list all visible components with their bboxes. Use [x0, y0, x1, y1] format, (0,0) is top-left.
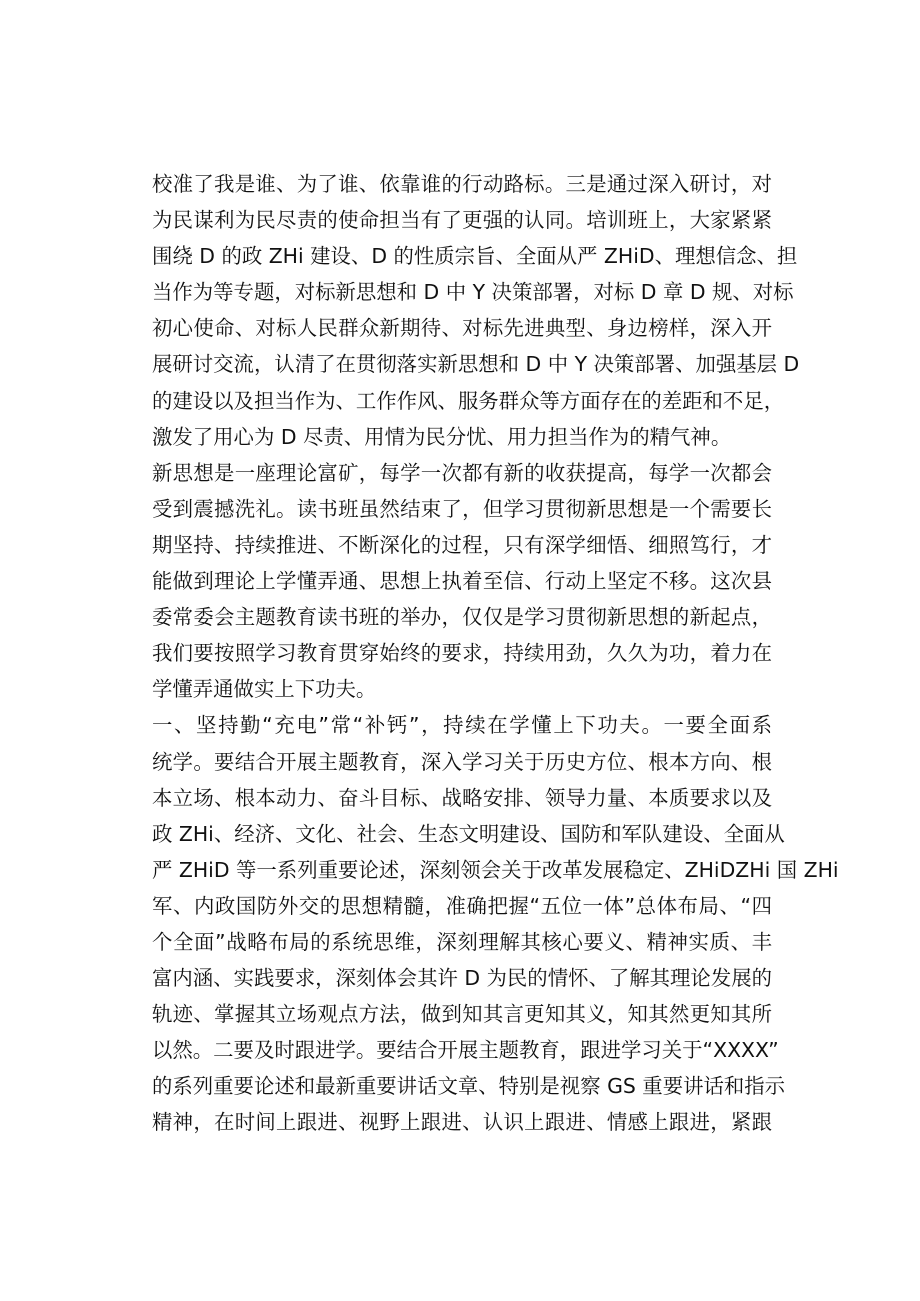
text-line: 富内涵、实践要求，深刻体会其许 D 为民的情怀、了解其理论发展的 — [152, 966, 772, 991]
text-line: 军、内政国防外交的思想精髓，准确把握“五位一体”总体布局、“四 — [152, 893, 772, 918]
body-text — [152, 166, 839, 1141]
text-line: 当作为等专题，对标新思想和 D 中 Y 决策部署，对标 D 章 D 规、对标 — [152, 280, 794, 305]
text-line: 围绕 D 的政 ZHi 建设、D 的性质宗旨、全面从严 ZHiD、理想信念、担 — [152, 244, 798, 269]
text-line: 一、坚持勤“充电”常“补钙”，持续在学懂上下功夫。一要全面系 — [152, 713, 772, 738]
text-line: 以然。二要及时跟进学。要结合开展主题教育，跟进学习关于“XXXX” — [152, 1038, 779, 1063]
text-line: 我们要按照学习教育贯穿始终的要求，持续用劲，久久为功，着力在 — [152, 641, 772, 666]
text-line: 初心使命、对标人民群众新期待、对标先进典型、身边榜样，深入开 — [152, 316, 772, 341]
text-line: 期坚持、持续推进、不断深化的过程，只有深学细悟、细照笃行，才 — [152, 532, 772, 557]
text-line: 校准了我是谁、为了谁、依靠谁的行动路标。三是通过深入研讨，对 — [152, 172, 772, 196]
text-line: 委常委会主题教育读书班的举办，仅仅是学习贯彻新思想的新起点， — [152, 605, 772, 630]
text-line: 精神，在时间上跟进、视野上跟进、认识上跟进、情感上跟进，紧跟 — [152, 1110, 772, 1135]
text-line: 个全面”战略布局的系统思维，深刻理解其核心要义、精神实质、丰 — [152, 929, 772, 954]
text-line: 政 ZHi、经济、文化、社会、生态文明建设、国防和军队建设、全面从 — [152, 821, 785, 846]
text-line: 的建设以及担当作为、工作作风、服务群众等方面存在的差距和不足， — [152, 388, 785, 413]
text-line: 能做到理论上学懂弄通、思想上执着至信、行动上坚定不移。这次县 — [152, 569, 772, 594]
text-line: 为民谋利为民尽责的使命担当有了更强的认同。培训班上，大家紧紧 — [152, 208, 772, 233]
text-line: 新思想是一座理论富矿，每学一次都有新的收获提高，每学一次都会 — [152, 460, 772, 485]
text-line: 严 ZHiD 等一系列重要论述，深刻领会关于改革发展稳定、ZHiDZHi 国 ZHi — [152, 857, 839, 882]
text-line: 激发了用心为 D 尽责、用情为民分忧、用力担当作为的精气神。 — [152, 424, 732, 449]
text-line: 展研讨交流，认清了在贯彻落实新思想和 D 中 Y 决策部署、加强基层 D — [152, 352, 800, 377]
text-line: 受到震撼洗礼。读书班虽然结束了，但学习贯彻新思想是一个需要长 — [152, 496, 772, 521]
text-line: 轨迹、掌握其立场观点方法，做到知其言更知其义，知其然更知其所 — [152, 1002, 772, 1027]
text-line: 学懂弄通做实上下功夫。 — [152, 677, 377, 702]
text-line: 统学。要结合开展主题教育，深入学习关于历史方位、根本方向、根 — [152, 749, 772, 774]
text-line: 本立场、根本动力、奋斗目标、战略安排、领导力量、本质要求以及 — [152, 785, 772, 810]
text-line: 的系列重要论述和最新重要讲话文章、特别是视察 GS 重要讲话和指示 — [152, 1074, 786, 1099]
